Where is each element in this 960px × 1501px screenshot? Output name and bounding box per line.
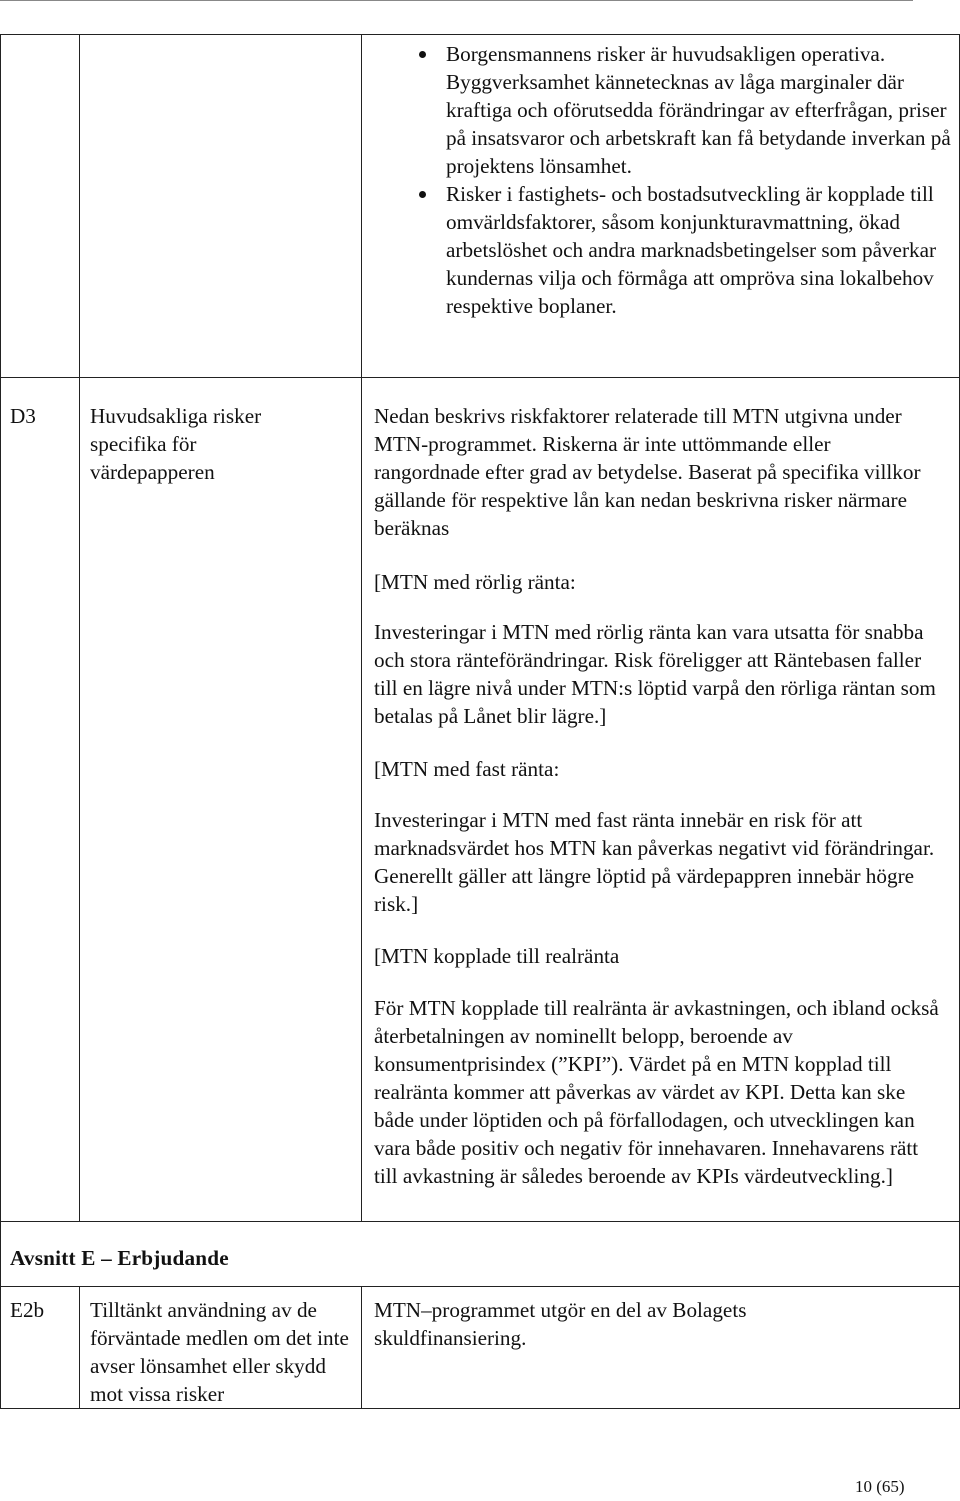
floating-rate-text: Investeringar i MTN med rörlig ränta kan vara utsatta för snabba och stora ränteförändringar. Risk föreligger att Räntebasen faller till en lägre nivå under MTN:s löptid varpå den rörliga räntan som betalas på Lånet blir lägre.]	[374, 620, 936, 728]
bullet-text: Borgensmannens risker är huvudsakligen operativa. Byggverksamhet kännetecknas av låga marginaler där kraftiga och oförutsedda förändringar av efterfrågan, priser på insatsvaror och arbetskraft kan få betydande inverkan på projektens lönsamhet.	[446, 42, 951, 178]
table-bottom-border	[0, 1221, 960, 1222]
section-e-bottom-border	[0, 1408, 960, 1409]
e2b-text: MTN–programmet utgör en del av Bolagets skuldfinansiering.	[374, 1298, 747, 1350]
bullet-icon	[419, 51, 426, 58]
section-e-divider-1	[79, 1286, 80, 1409]
bullet-icon	[419, 191, 426, 198]
d3-label: Huvudsakliga risker specifika för värdepapperen	[90, 404, 262, 484]
real-rate-text: För MTN kopplade till realränta är avkastningen, och ibland också återbetalningen av nominellt belopp, beroende av konsumentprisindex (”KPI”). Värdet på en MTN kopplad till realränta kommer att påverkas av värdet av KPI. Detta kan ske både under löptiden och på förfallodagen, och utvecklingen kan vara både positiv och negativ för innehavaren. Innehavarens rätt till avkastning är således beroende av KPIs värdeutveckling.]	[374, 996, 939, 1188]
bullet-text: Risker i fastighets- och bostadsutveckling är kopplade till omvärldsfaktorer, såsom konjunkturavmattning, ökad arbetslöshet och andra marknadsbetingelser som påverkar kundernas vilja och förmåga att ompröva sina lokalbehov respektive boplaner.	[446, 182, 937, 318]
column-divider-1	[79, 34, 80, 1222]
table-left-border	[0, 34, 1, 1222]
fixed-rate-heading: [MTN med fast ränta:	[374, 757, 560, 781]
section-e-left-border	[0, 1222, 1, 1409]
top-rule	[0, 0, 913, 1]
row-divider-d3	[0, 377, 960, 378]
bullet-item	[374, 180, 952, 320]
real-rate-heading: [MTN kopplade till realränta	[374, 944, 620, 968]
section-e-divider-2	[361, 1286, 362, 1409]
e2b-label: Tilltänkt användning av de förväntade medlen om det inte avser lönsamhet eller skydd mot vissa risker	[90, 1298, 349, 1406]
page-number: 10 (65)	[855, 1477, 905, 1496]
section-e-title: Avsnitt E – Erbjudande	[10, 1246, 229, 1270]
bullet-item	[374, 40, 952, 180]
column-divider-2	[361, 34, 362, 1222]
section-e-top-border	[0, 1286, 960, 1287]
risk-bullet-list	[374, 40, 952, 320]
e2b-code: E2b	[10, 1298, 45, 1322]
d3-code: D3	[10, 404, 36, 428]
fixed-rate-text: Investeringar i MTN med fast ränta innebär en risk för att marknadsvärdet hos MTN kan påverkas negativt vid förändringar. Generellt gäller att längre löptid på värdepappren innebär högre risk.]	[374, 808, 935, 916]
d3-intro: Nedan beskrivs riskfaktorer relaterade till MTN utgivna under MTN-programmet. Riskerna är inte uttömmande eller rangordnade efter grad av betydelse. Baserat på specifika villkor gällande för respektive lån kan nedan beskrivna risker närmare beräknas	[374, 404, 921, 540]
table-top-border	[0, 34, 960, 35]
floating-rate-heading: [MTN med rörlig ränta:	[374, 570, 576, 594]
